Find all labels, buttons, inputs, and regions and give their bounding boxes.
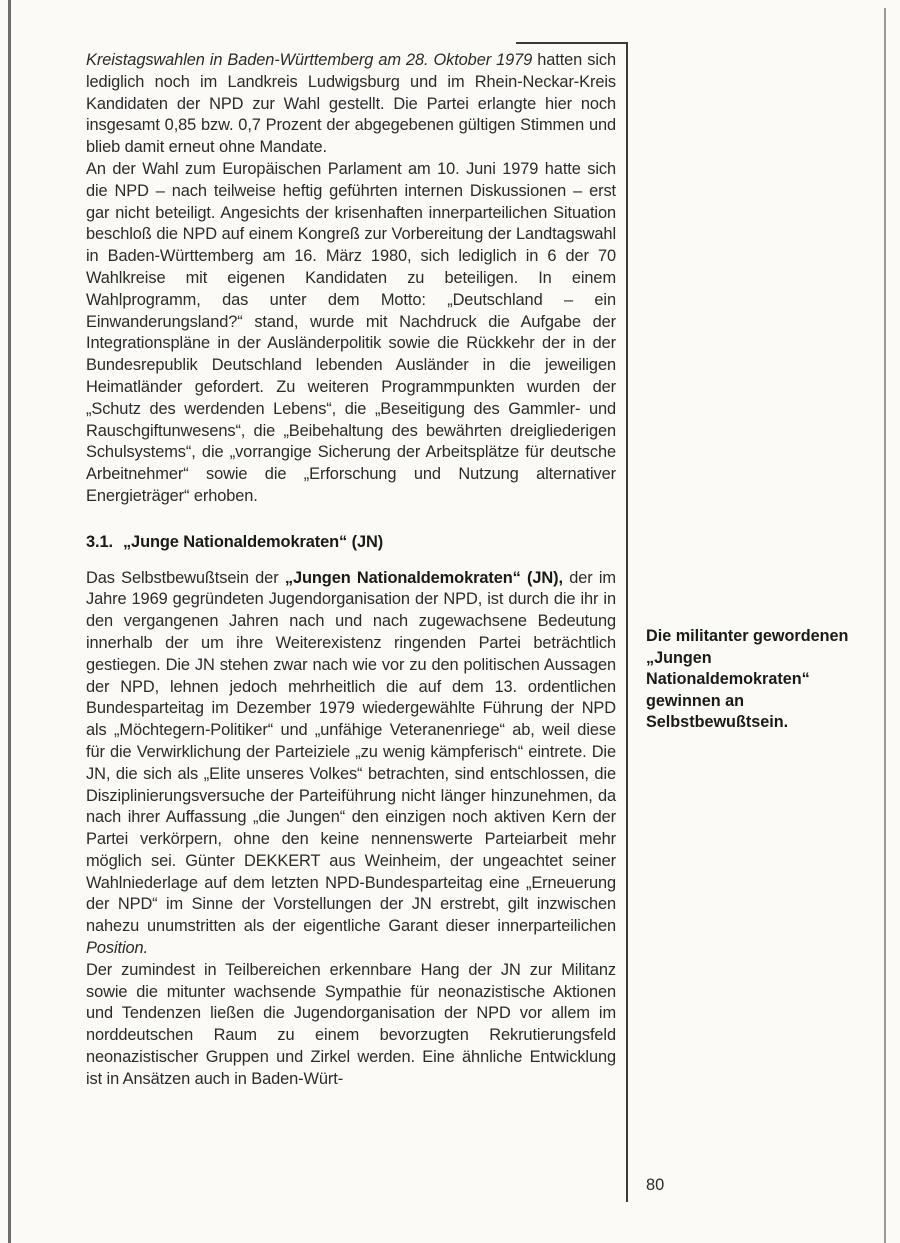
paragraph-italic-end: Position. (86, 939, 148, 958)
paragraph-body: hatten sich lediglich noch im Landkreis Ludwigsburg und im Rhein-Neckar-Kreis Kandidaten der NPD zur Wahl gestellt. Die Partei erlangte hier noch insgesamt 0,85 bzw. 0,7 Prozent der abgegebenen gültigen Stimmen und blieb damit erneut ohne Mandate. (86, 51, 616, 157)
paragraph-lead-italic: Kreistagswahlen in Baden-Württemberg am 28. Oktober 1979 (86, 51, 533, 69)
paragraph-europawahl: An der Wahl zum Europäischen Parlament am 10. Juni 1979 hatte sich die NPD – nach teilweise heftig geführten internen Diskussionen – erst gar nicht beteiligt. Angesichts der krisenhaften innerparteilichen Situation beschloß die NPD auf einem Kongreß zur Vorbereitung der Landtagswahl in Baden-Württemberg am 16. März 1980, sich lediglich in 6 der 70 Wahlkreise mit eigenen Kandidaten zu beteiligen. In einem Wahlprogramm, das unter dem Motto: „Deutschland – ein Einwanderungsland?“ stand, wurde mit Nachdruck die Aufgabe der Integrationspläne in der Ausländerpolitik sowie die Rückkehr der in der Bundesrepublik Deutschland lebenden Ausländer in die jeweiligen Heimatländer gefordert. Zu weiteren Programmpunkten wurden der „Schutz des werdenden Lebens“, die „Beseitigung des Gammler- und Rauschgiftunwesens“, die „Beibehaltung des bewährten dreigliederigen Schulsystems“, die „vorrangige Sicherung der Arbeitsplätze für deutsche Arbeitnehmer“ sowie die „Erforschung und Nutzung alternativer Energieträger“ erhoben. (86, 159, 616, 505)
margin-note: Die militanter gewordenen „Jungen Nationaldemokraten“ gewinnen an Selbstbewußtsein. (646, 627, 849, 732)
scan-edge-left (8, 0, 11, 1243)
column-divider (626, 42, 628, 1202)
paragraph-bold-term: „Jungen Nationaldemokraten“ (JN), (284, 568, 563, 587)
paragraph-middle: der im Jahre 1969 gegründeten Jugendorganisation der NPD, ist durch die ihr in den vergangenen Jahren nach und nach zugewachsene Bedeutung innerhalb der um ihre Weiterexistenz ringenden Partei beträchtlich gestiegen. Die JN stehen zwar nach wie vor zu den politischen Aussagen der NPD, lehnen jedoch mehrheitlich die auf dem 13. ordentlichen Bundesparteitag im Dezember 1979 wiedergewählte Führung der NPD als „Möchtegern-Politiker“ und „unfähige Veteranenriege“ ab, weil diese für die Verwirklichung der Parteiziele „zu wenig kämpferisch“ eintrete. Die JN, die sich als „Elite unseres Volkes“ betrachten, sind entschlossen, die Disziplinierungsversuche der Parteiführung nicht länger hinzunehmen, da nach ihrer Auffassung „die Jungen“ den einzigen noch aktiven Kern der Partei verkörpern, ohne den keine nennenswerte Parteiarbeit mehr möglich sei. Günter DEKKERT aus Weinheim, der ungeachtet seiner Wahlniederlage auf dem letzten NPD-Bundesparteitag eine „Erneuerung der NPD“ im Sinne der Vorstellungen der JN erstrebt, gilt inzwischen nahezu unumstritten als der eigentliche Garant dieser innerparteilichen (86, 568, 616, 936)
section-heading (86, 532, 616, 554)
paragraph-jn-selbstbewusstsein (86, 568, 616, 960)
paragraph-kreistagswahlen (86, 50, 616, 159)
paragraph-militanz: Der zumindest in Teilbereichen erkennbare Hang der JN zur Militanz sowie die mitunter wachsende Sympathie für neonazistische Aktionen und Tendenzen ließen die Jugendorganisation der NPD vor allem im norddeutschen Raum zu einem bevorzugten Rekrutierungsfeld neonazistischer Gruppen und Zirkel werden. Eine ähnliche Entwicklung ist in Ansätzen auch in Baden-Würt- (86, 960, 616, 1088)
section-number: 3.1. (86, 532, 113, 551)
main-text-column (86, 50, 616, 1091)
section-title: „Junge Nationaldemokraten“ (JN) (122, 532, 384, 551)
page-number: 80 (646, 1176, 665, 1194)
paragraph-start: Das Selbstbewußtsein der (86, 568, 285, 587)
scan-edge-right (884, 8, 886, 1243)
top-rule (516, 42, 628, 44)
